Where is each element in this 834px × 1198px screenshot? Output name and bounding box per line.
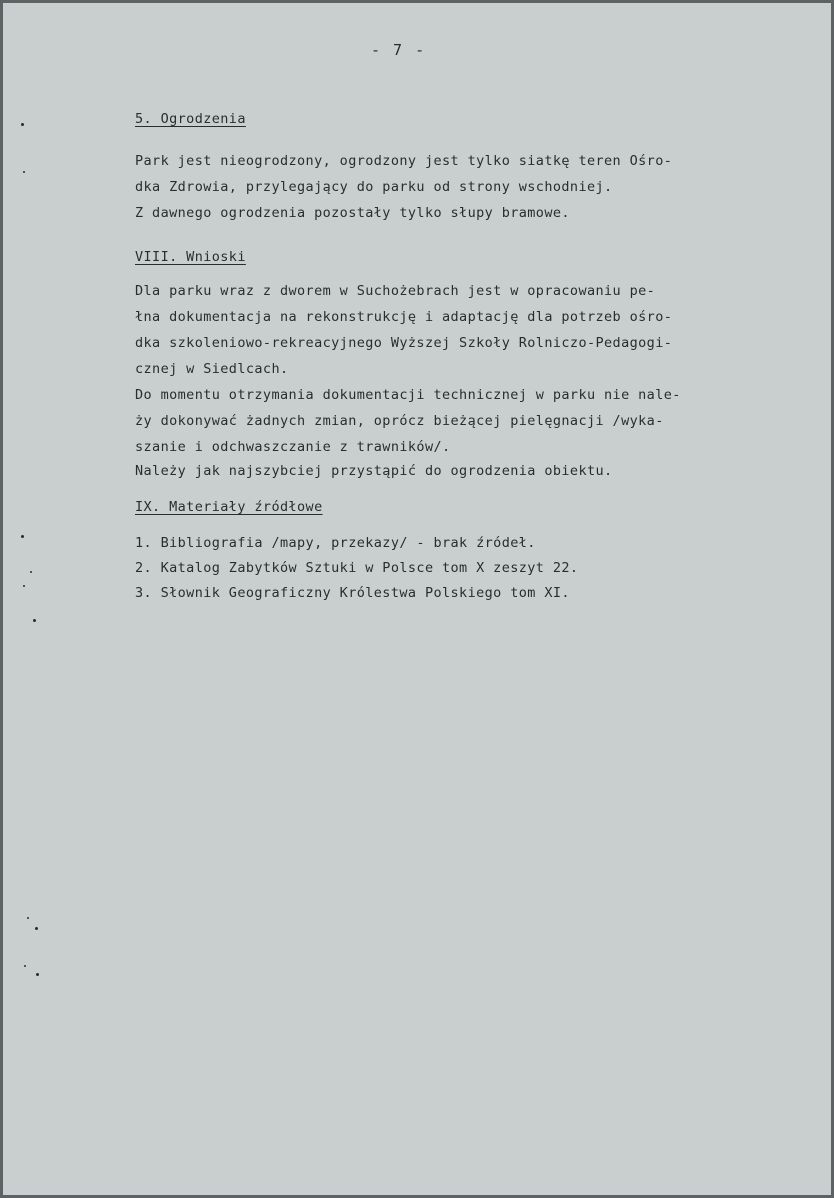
- paragraph-line: Z dawnego ogrodzenia pozostały tylko słupy bramowe.: [135, 205, 570, 221]
- list-item: 3. Słownik Geograficzny Królestwa Polskiego tom XI.: [135, 585, 570, 601]
- margin-mark: [35, 927, 38, 930]
- page-number: - 7 -: [371, 41, 427, 59]
- margin-mark: [23, 585, 25, 587]
- margin-mark: [24, 965, 26, 967]
- list-item: 2. Katalog Zabytków Sztuki w Polsce tom X zeszyt 22.: [135, 560, 579, 576]
- margin-mark: [27, 917, 29, 919]
- list-item: 1. Bibliografia /mapy, przekazy/ - brak źródeł.: [135, 535, 536, 551]
- section-heading-materialy-zrodlowe: IX. Materiały źródłowe: [135, 499, 323, 515]
- margin-mark: [21, 535, 24, 538]
- paragraph-line: dka szkoleniowo-rekreacyjnego Wyższej Szkoły Rolniczo-Pedagogi-: [135, 335, 673, 351]
- paragraph-line: Należy jak najszybciej przystąpić do ogrodzenia obiektu.: [135, 463, 613, 479]
- paragraph-line: Do momentu otrzymania dokumentacji technicznej w parku nie nale-: [135, 387, 681, 403]
- margin-mark: [33, 619, 36, 622]
- paragraph-line: cznej w Siedlcach.: [135, 361, 289, 377]
- margin-mark: [23, 171, 25, 173]
- paragraph-line: Park jest nieogrodzony, ogrodzony jest tylko siatkę teren Ośro-: [135, 153, 673, 169]
- paragraph-line: szanie i odchwaszczanie z trawników/.: [135, 439, 451, 455]
- paragraph-line: łna dokumentacja na rekonstrukcję i adaptację dla potrzeb ośro-: [135, 309, 673, 325]
- section-heading-ogrodzenia: 5. Ogrodzenia: [135, 111, 246, 127]
- margin-mark: [21, 123, 24, 126]
- paragraph-line: ży dokonywać żadnych zmian, oprócz bieżącej pielęgnacji /wyka-: [135, 413, 664, 429]
- margin-mark: [30, 571, 32, 573]
- margin-mark: [36, 973, 39, 976]
- section-heading-wnioski: VIII. Wnioski: [135, 249, 246, 265]
- paragraph-line: dka Zdrowia, przylegający do parku od strony wschodniej.: [135, 179, 613, 195]
- paragraph-line: Dla parku wraz z dworem w Suchożebrach jest w opracowaniu pe-: [135, 283, 656, 299]
